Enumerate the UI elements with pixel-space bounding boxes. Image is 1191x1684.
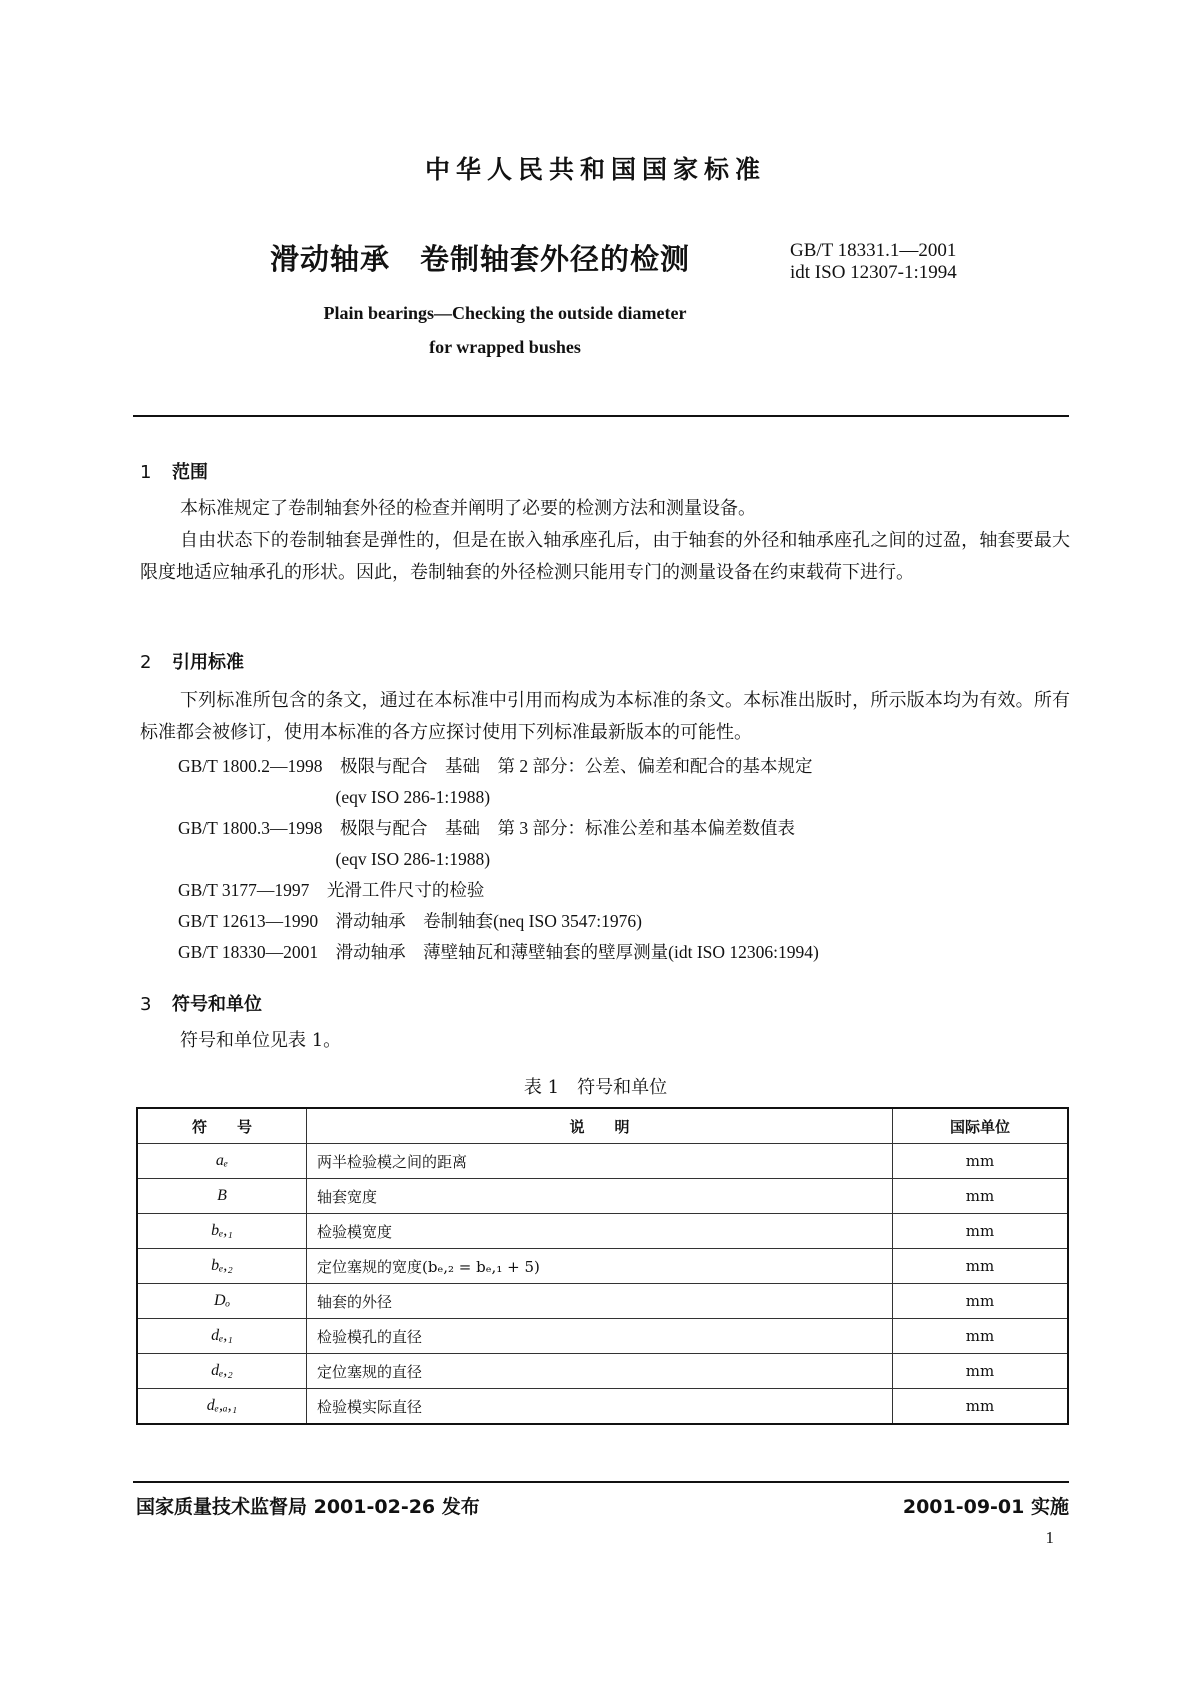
section-number: 1 [140, 462, 152, 483]
effective-date: 2001-09-01 实施 [902, 1496, 1069, 1518]
section-title: 符号和单位 [172, 994, 262, 1015]
table-caption: 表 1 符号和单位 [523, 1077, 668, 1098]
column-header: 国际单位 [893, 1108, 1069, 1144]
description-cell: 轴套宽度 [307, 1179, 893, 1214]
table-row [137, 1319, 1068, 1354]
paragraph: 下列标准所包含的条文，通过在本标准中引用而构成为本标准的条文。本标准出版时，所示版本均为有效。所有标准都会被修订，使用本标准的各方应探讨使用下列标准最新版本的可能性。 [140, 690, 1070, 743]
symbols-table [136, 1107, 1069, 1425]
symbol-cell: bₑ,₂ [137, 1249, 307, 1284]
symbol-cell: aₑ [137, 1144, 307, 1179]
title-en-line2: for wrapped bushes [429, 337, 581, 357]
paragraph: 本标准规定了卷制轴套外径的检查并阐明了必要的检测方法和测量设备。 [180, 498, 756, 519]
unit-cell: mm [893, 1389, 1069, 1425]
table-header-row [137, 1108, 1068, 1144]
section-1-heading [140, 458, 208, 484]
reference-item: (eqv ISO 286-1:1988) [178, 787, 491, 807]
idt-reference: idt ISO 12307-1:1994 [790, 262, 957, 283]
table-row [137, 1214, 1068, 1249]
section-1-body [140, 493, 1070, 589]
reference-item: GB/T 1800.2—1998 极限与配合 基础 第 2 部分：公差、偏差和配合的基本规定 [178, 756, 813, 776]
description-cell: 检验模实际直径 [307, 1389, 893, 1425]
column-header: 符 号 [137, 1108, 307, 1144]
description-cell: 轴套的外径 [307, 1284, 893, 1319]
paragraph: 符号和单位见表 1。 [180, 1030, 342, 1051]
unit-cell: mm [893, 1354, 1069, 1389]
header-divider [133, 415, 1069, 417]
section-number: 2 [140, 652, 152, 673]
reference-item: GB/T 1800.3—1998 极限与配合 基础 第 3 部分：标准公差和基本偏差数值表 [178, 818, 796, 838]
section-title: 范围 [172, 462, 208, 483]
page-number: 1 [1045, 1528, 1054, 1547]
section-2-body [140, 685, 1070, 749]
symbol-cell: dₑ,ₐ,₁ [137, 1389, 307, 1425]
section-2-heading [140, 648, 244, 674]
unit-cell: mm [893, 1144, 1069, 1179]
symbol-cell: dₑ,₁ [137, 1319, 307, 1354]
document-title-cn: 滑动轴承 卷制轴套外径的检测 [270, 242, 691, 276]
standard-number: GB/T 18331.1—2001 [790, 240, 957, 261]
table-row [137, 1284, 1068, 1319]
unit-cell: mm [893, 1179, 1069, 1214]
description-cell: 检验模孔的直径 [307, 1319, 893, 1354]
description-cell: 两半检验模之间的距离 [307, 1144, 893, 1179]
title-en-line1: Plain bearings—Checking the outside diameter [323, 303, 687, 323]
symbol-cell: bₑ,₁ [137, 1214, 307, 1249]
unit-cell: mm [893, 1249, 1069, 1284]
table-row [137, 1179, 1068, 1214]
description-cell: 检验模宽度 [307, 1214, 893, 1249]
reference-item: GB/T 3177—1997 光滑工件尺寸的检验 [178, 880, 485, 900]
symbol-cell: B [137, 1179, 307, 1214]
document-title-en [280, 296, 730, 364]
reference-item: (eqv ISO 286-1:1988) [178, 849, 491, 869]
table-row [137, 1144, 1068, 1179]
paragraph: 自由状态下的卷制轴套是弹性的，但是在嵌入轴承座孔后，由于轴套的外径和轴承座孔之间的过盈，轴套要最大限度地适应轴承孔的形状。因此，卷制轴套的外径检测只能用专门的测量设备在约束载荷下进行。 [140, 530, 1070, 583]
description-cell: 定位塞规的宽度(bₑ,₂ = bₑ,₁ + 5) [307, 1249, 893, 1284]
symbol-cell: dₑ,₂ [137, 1354, 307, 1389]
section-title: 引用标准 [172, 652, 244, 673]
unit-cell: mm [893, 1319, 1069, 1354]
unit-cell: mm [893, 1214, 1069, 1249]
national-standard-heading: 中华人民共和国国家标准 [424, 155, 766, 184]
reference-item: GB/T 12613—1990 滑动轴承 卷制轴套(neq ISO 3547:1976) [178, 911, 642, 931]
section-3-body [140, 1025, 1070, 1057]
symbol-cell: Dₒ [137, 1284, 307, 1319]
column-header: 说 明 [307, 1108, 893, 1144]
table-row [137, 1389, 1068, 1425]
issue-date: 国家质量技术监督局 2001-02-26 发布 [136, 1496, 480, 1518]
table-row [137, 1249, 1068, 1284]
description-cell: 定位塞规的直径 [307, 1354, 893, 1389]
reference-item: GB/T 18330—2001 滑动轴承 薄壁轴瓦和薄壁轴套的壁厚测量(idt ISO 12306:1994) [178, 942, 819, 962]
standard-number-block [790, 240, 957, 284]
section-number: 3 [140, 994, 152, 1015]
table-row [137, 1354, 1068, 1389]
section-3-heading [140, 990, 262, 1016]
unit-cell: mm [893, 1284, 1069, 1319]
footer-divider [133, 1481, 1069, 1483]
